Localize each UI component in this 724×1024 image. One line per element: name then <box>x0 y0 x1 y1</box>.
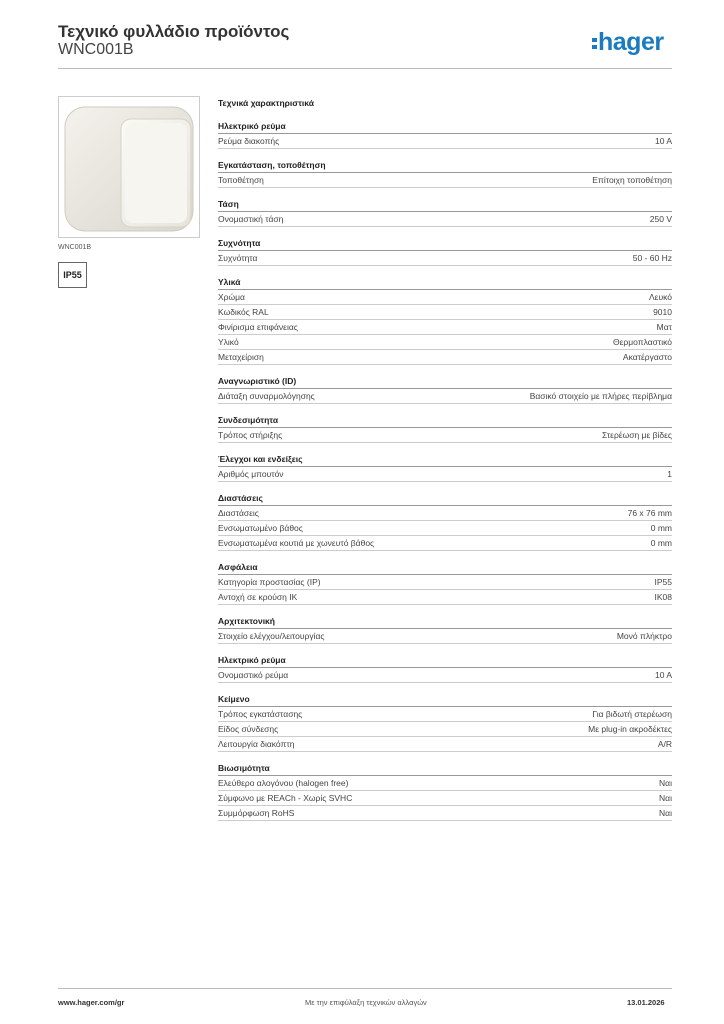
spec-row <box>218 467 672 482</box>
spec-value: Ναι <box>659 793 672 803</box>
spec-row <box>218 134 672 149</box>
spec-section-title: Συνδεσιμότητα <box>218 414 672 428</box>
spec-section-title: Ηλεκτρικό ρεύμα <box>218 120 672 134</box>
spec-label: Στοιχείο ελέγχου/λειτουργίας <box>218 631 325 641</box>
header-divider <box>58 68 672 69</box>
spec-value: 250 V <box>649 214 672 224</box>
spec-value: 0 mm <box>650 538 672 548</box>
product-code: WNC001B <box>58 41 134 58</box>
spec-section <box>218 159 672 188</box>
footer-website-link[interactable]: www.hager.com/gr <box>58 998 125 1007</box>
spec-row <box>218 320 672 335</box>
spec-label: Φινίρισμα επιφάνειας <box>218 322 298 332</box>
spec-section <box>218 375 672 404</box>
spec-value: Για βιδωτή στερέωση <box>592 709 672 719</box>
spec-value: 0 mm <box>650 523 672 533</box>
spec-section-title: Διαστάσεις <box>218 492 672 506</box>
footer-note: Με την επιφύλαξη τεχνικών αλλαγών <box>305 998 427 1007</box>
spec-section <box>218 414 672 443</box>
spec-value: A/R <box>657 739 672 749</box>
spec-section <box>218 561 672 605</box>
spec-label: Ονομαστικό ρεύμα <box>218 670 289 680</box>
spec-section-title: Τάση <box>218 198 672 212</box>
spec-value: Με plug-in ακροδέκτες <box>588 724 672 734</box>
spec-label: Είδος σύνδεσης <box>218 724 279 734</box>
spec-row <box>218 389 672 404</box>
spec-value: 10 A <box>654 136 672 146</box>
spec-section-title: Εγκατάσταση, τοποθέτηση <box>218 159 672 173</box>
spec-label: Ρεύμα διακοπής <box>218 136 280 146</box>
spec-section <box>218 693 672 752</box>
spec-value: 50 - 60 Hz <box>632 253 672 263</box>
spec-value: Επίτοιχη τοποθέτηση <box>592 175 672 185</box>
spec-label: Αριθμός μπουτόν <box>218 469 284 479</box>
spec-value: Ματ <box>656 322 672 332</box>
spec-label: Κωδικός RAL <box>218 307 269 317</box>
technical-specs <box>218 96 672 821</box>
spec-section <box>218 615 672 644</box>
spec-section-title: Ηλεκτρικό ρεύμα <box>218 654 672 668</box>
spec-row <box>218 590 672 605</box>
spec-value: IK08 <box>654 592 672 602</box>
spec-row <box>218 251 672 266</box>
spec-section-title: Βιωσιμότητα <box>218 762 672 776</box>
spec-label: Μεταχείριση <box>218 352 264 362</box>
spec-section-title: Έλεγχοι και ενδείξεις <box>218 453 672 467</box>
spec-value: Θερμοπλαστικό <box>612 337 672 347</box>
spec-row <box>218 707 672 722</box>
spec-row <box>218 173 672 188</box>
spec-row <box>218 335 672 350</box>
spec-value: Λευκό <box>649 292 672 302</box>
spec-section <box>218 453 672 482</box>
spec-row <box>218 290 672 305</box>
image-caption: WNC001B <box>58 244 92 251</box>
footer-date: 13.01.2026 <box>627 998 665 1007</box>
spec-row <box>218 668 672 683</box>
spec-row <box>218 212 672 227</box>
spec-label: Χρώμα <box>218 292 245 302</box>
spec-label: Υλικό <box>218 337 239 347</box>
spec-row <box>218 506 672 521</box>
spec-label: Ονομαστική τάση <box>218 214 284 224</box>
spec-label: Τρόπος στήριξης <box>218 430 283 440</box>
spec-section-title: Αρχιτεκτονική <box>218 615 672 629</box>
spec-section <box>218 492 672 551</box>
spec-label: Συμμόρφωση RoHS <box>218 808 295 818</box>
spec-label: Διάταξη συναρμολόγησης <box>218 391 315 401</box>
spec-label: Σύμφωνο με REACh - Χωρίς SVHC <box>218 793 353 803</box>
logo-text: hager <box>598 28 664 56</box>
spec-value: 76 x 76 mm <box>627 508 672 518</box>
spec-label: Ενσωματωμένο βάθος <box>218 523 303 533</box>
spec-section <box>218 276 672 365</box>
spec-value: Ακατέργαστο <box>622 352 672 362</box>
specs-heading: Τεχνικά χαρακτηριστικά <box>218 98 314 108</box>
spec-section-title: Κείμενο <box>218 693 672 707</box>
spec-row <box>218 791 672 806</box>
spec-label: Συχνότητα <box>218 253 258 263</box>
document-title: Τεχνικό φυλλάδιο προϊόντος <box>58 22 290 41</box>
spec-row <box>218 575 672 590</box>
spec-section-title: Υλικά <box>218 276 672 290</box>
spec-label: Λειτουργία διακόπτη <box>218 739 295 749</box>
footer-divider <box>58 988 672 989</box>
spec-section <box>218 237 672 266</box>
ip-rating-badge: IP55 <box>58 262 87 288</box>
spec-row <box>218 305 672 320</box>
spec-label: Αντοχή σε κρούση IK <box>218 592 298 602</box>
spec-value: Ναι <box>659 778 672 788</box>
spec-row <box>218 536 672 551</box>
spec-label: Κατηγορία προστασίας (IP) <box>218 577 321 587</box>
spec-value: IP55 <box>654 577 672 587</box>
spec-value: 10 A <box>654 670 672 680</box>
spec-value: 9010 <box>653 307 672 317</box>
spec-label: Τρόπος εγκατάστασης <box>218 709 303 719</box>
spec-section <box>218 762 672 821</box>
spec-row <box>218 806 672 821</box>
spec-section-title: Ασφάλεια <box>218 561 672 575</box>
spec-value: Στερέωση με βίδες <box>601 430 672 440</box>
spec-row <box>218 428 672 443</box>
spec-section <box>218 198 672 227</box>
spec-row <box>218 722 672 737</box>
spec-section <box>218 120 672 149</box>
spec-label: Ενσωματωμένα κουτιά με χωνευτό βάθος <box>218 538 375 548</box>
spec-label: Διαστάσεις <box>218 508 259 518</box>
spec-row <box>218 737 672 752</box>
spec-section-title: Αναγνωριστικό (ID) <box>218 375 672 389</box>
spec-label: Ελεύθερο αλογόνου (halogen free) <box>218 778 349 788</box>
spec-value: Ναι <box>659 808 672 818</box>
spec-section <box>218 654 672 683</box>
spec-row <box>218 776 672 791</box>
spec-row <box>218 350 672 365</box>
spec-section-title: Συχνότητα <box>218 237 672 251</box>
spec-value: Βασικό στοιχείο με πλήρες περίβλημα <box>529 391 672 401</box>
spec-value: 1 <box>667 469 672 479</box>
spec-row <box>218 521 672 536</box>
spec-label: Τοποθέτηση <box>218 175 264 185</box>
hager-logo <box>592 28 664 57</box>
product-image <box>58 96 200 238</box>
spec-row <box>218 629 672 644</box>
spec-value: Μονό πλήκτρο <box>616 631 672 641</box>
